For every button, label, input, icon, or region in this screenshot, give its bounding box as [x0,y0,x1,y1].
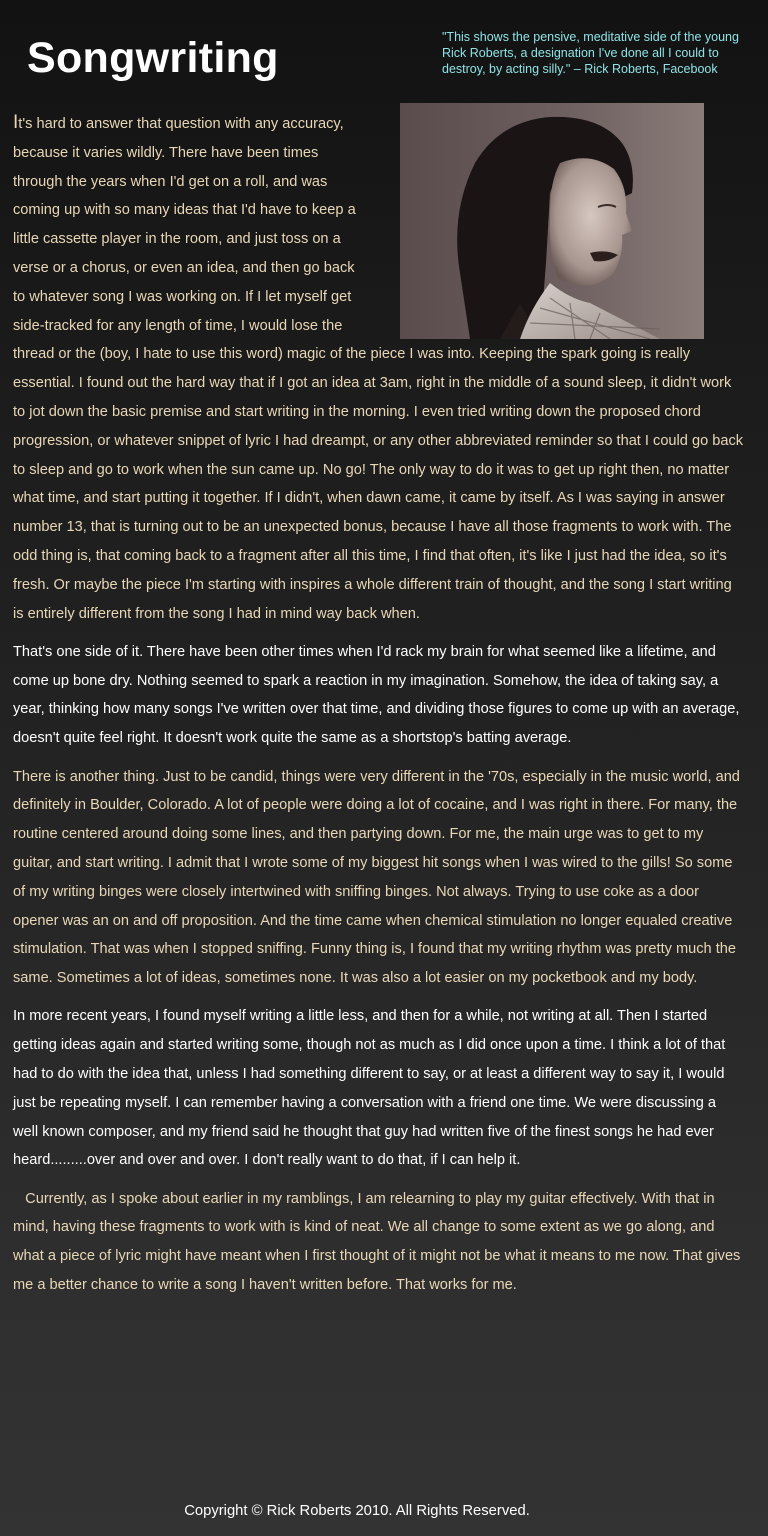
article-paragraph-5: Currently, as I spoke about earlier in my ramblings, I am relearning to play my guitar effectively. With that in mind, having these fragments to work with is kind of neat. We all change to some extent as we go along, and what a piece of lyric might have meant when I first thought of it might not be what it means to me now. That gives me a better chance to write a song I haven't written before. That works for me. [13,1190,745,1294]
page-title: Songwriting [27,34,279,82]
paragraph-1-text: t's hard to answer that question with any accuracy, because it varies wildly. There have been times through the years when I'd get on a roll, and was coming up with so many ideas that I'd have to keep a little cassette player in the room, and just toss on a verse or a chorus, or even an idea, and then go back to whatever song I was working on. If I let myself get side-tracked for any length of time, I would lose the thread or the (boy, I hate to use this word) magic of the piece I was into. Keeping the spark going is really essential. I found out the hard way that if I got an idea at 3am, right in the middle of a sound sleep, it didn't work to jot down the basic premise and start writing in the morning. I even tried writing down the proposed chord progression, or whatever snippet of lyric I had dreampt, or any other abbreviated reminder so that I could go back to sleep and go to work when the sun came up. No go! The only way to do it was to get up right then, no matter what time, and start putting it together. If I didn't, when dawn came, it came by itself. As I was saying in answer number 13, that is turning out to be an unexpected bonus, because I have all those fragments to work with. The odd thing is, that coming back to a fragment after all this time, I find that often, it's like I just had the idea, so it's fresh. Or maybe the piece I'm starting with inspires a whole different train of thought, and the song I start writing is entirely different from the song I had in mind way back when. [13,116,744,622]
article-paragraph-4: In more recent years, I found myself writing a little less, and then for a while, not writing at all. Then I started getting ideas again and started writing some, though not as much as I did once upon a time. I think a lot of that had to do with the idea that, unless I had something different to say, or at least a different way to say it, I would just be repeating myself. I can remember having a conversation with a friend one time. We were discussing a well known composer, and my friend said he thought that guy had written five of the finest songs he had ever heard.........over and over and over. I don't really want to do that, if I can help it. [13,1008,726,1169]
photo-float-spacer [357,109,745,335]
drop-cap: I [13,112,19,133]
article-paragraph-2: That's one side of it. There have been other times when I'd rack my brain for what seemed like a lifetime, and come up bone dry. Nothing seemed to spark a reaction in my imagination. Somehow, the idea of taking say, a year, thinking how many songs I've written over that time, and dividing those figures to come up with an average, doesn't quite feel right. It doesn't work quite the same as a shortstop's batting average. [13,643,740,747]
article-body [13,109,745,1309]
article-paragraph-3: There is another thing. Just to be candid, things were very different in the '70s, especially in the music world, and definitely in Boulder, Colorado. A lot of people were doing a lot of cocaine, and I was right in there. For many, the routine centered around doing some lines, and then partying down. For me, the main urge was to get to my guitar, and start writing. I admit that I wrote some of my biggest hit songs when I was wired to the gills! So some of my writing binges were closely intertwined with sniffing binges. Not always. Trying to use coke as a door opener was an on and off proposition. And the time came when chemical stimulation no longer equaled creative stimulation. That was when I stopped sniffing. Funny thing is, I found that my writing rhythm was pretty much the same. Sometimes a lot of ideas, sometimes none. It was also a lot easier on my pocketbook and my body. [13,768,740,987]
photo-caption: "This shows the pensive, meditative side of the young Rick Roberts, a designation I've done all I could to destroy, by acting silly." – Rick Roberts, Facebook [442,30,739,77]
copyright-footer: Copyright © Rick Roberts 2010. All Rights Reserved. [184,1503,530,1519]
